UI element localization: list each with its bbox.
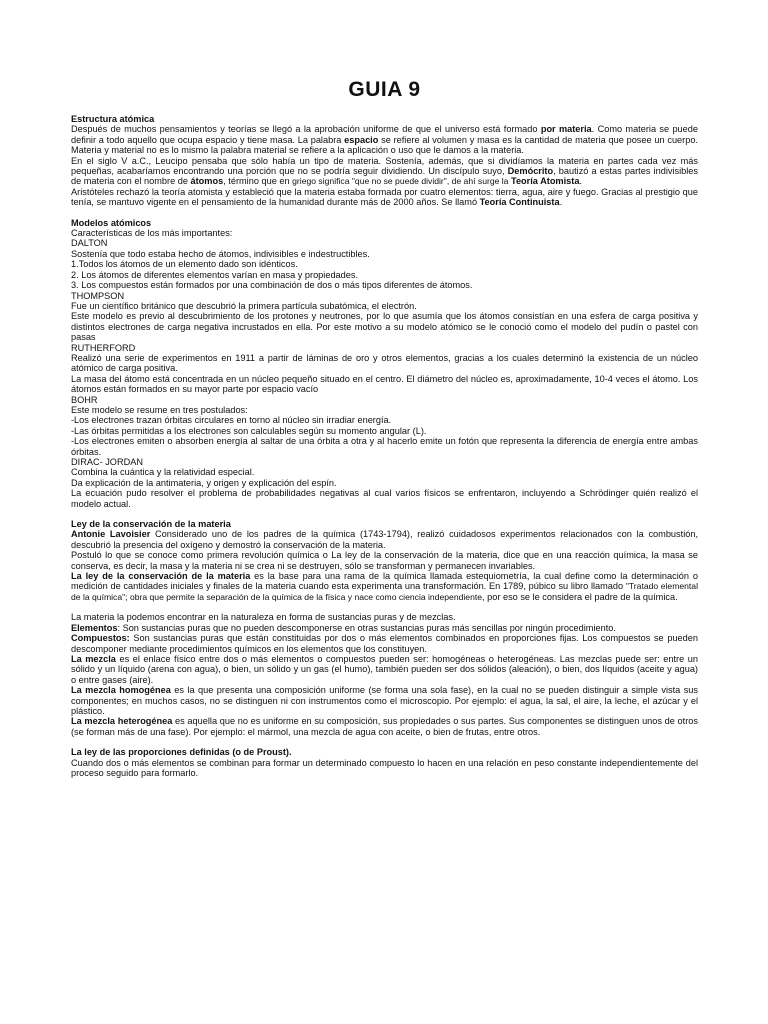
text-line: THOMPSON <box>71 290 125 301</box>
text-line: 2. Los átomos de diferentes elementos varían en masa y propiedades. <box>71 269 359 280</box>
paragraph: La mezcla homogénea es la que presenta una composición uniforme (se forma una sola fase), en la cual no se pueden distinguir a simple vista sus componentes; en muchos casos, no se distinguen ni con instrumentos como el microscopio. Por ejemplo: el agua, la sal, el aire, la leche, el azúcar y el plástico. <box>71 685 698 716</box>
paragraph: Elementos: Son sustancias puras que no pueden descomponerse en otras sustancias puras más sencillas por ningún procedimiento. <box>71 622 616 633</box>
text-line: Da explicación de la antimateria, y origen y explicación del espín. <box>71 477 337 488</box>
text-line: 3. Los compuestos están formados por una combinación de dos o más tipos diferentes de átomos. <box>71 280 473 291</box>
text-line: 1.Todos los átomos de un elemento dado son idénticos. <box>71 259 298 270</box>
text-line: Realizó una serie de experimentos en 1911 a partir de láminas de oro y otros elementos, gracias a los cuales determinó la existencia de un núcleo atómico de carga positiva. <box>71 352 698 374</box>
text-line: DIRAC- JORDAN <box>71 457 143 467</box>
paragraph: La mezcla es el enlace físico entre dos o más elementos o compuestos pueden ser: homogéneas o heterogéneas. Las mezclas puede ser: entre un sólido y un líquido (arena con agua), o bien, un sólido y un gas (el humo), también pueden ser dos sólidos (aleación), o bien, dos líquidos (aceite y agua) o entre gases (aire). <box>71 653 698 685</box>
paragraph: Aristóteles rechazó la teoría atomista y estableció que la materia estaba formada por cuatro elementos: tierra, agua, aire y fuego. Gracias al prestigio que tenía, se mantuvo vigente en el pensamiento de la humanidad durante más de 2000 años. Se llamó Teoría Continuista. <box>71 186 698 208</box>
paragraph: La mezcla heterogénea es aquella que no es uniforme en su composición, sus propiedades o sus partes. Sus componentes se distinguen unos de otros (se forman más de una fase). Por ejemplo: el mármol, una mezcla de agua con aceite, o bien de frutas, entre otros. <box>71 716 698 737</box>
section-heading-proust: La ley de las proporciones definidas (o de Proust). <box>71 747 292 758</box>
paragraph: En el siglo V a.C., Leucipo pensaba que sólo había un tipo de materia. Sostenía, además, que si dividíamos la materia en partes cada vez más pequeñas, acabaríamos encontrando una porción que no se podría seguir dividiendo. Un discípulo suyo, Demócrito, bautizó a estas partes indivisibles de materia con el nombre de átomos, término que en griego significa "que no se puede dividir", de ahí surge la Teoría Atomista. <box>71 155 698 187</box>
paragraph: La ley de la conservación de la materia es la base para una rama de la química llamada estequiometría, la cual define como la determinación o medición de cantidades iniciales y finales de la materia cuando esta experimenta una transformación. En 1789, púbico su libro llamado "Tratado elemental de la química"; obra que permite la separación de la química de la física y nace como ciencia independiente, por eso se le considera el padre de la química. <box>71 571 698 602</box>
section-heading-conservacion: Ley de la conservación de la materia <box>71 519 231 530</box>
paragraph: Compuestos: Son sustancias puras que están constituidas por dos o más elementos combinados en proporciones fijas. Los compuestos se pueden descomponer mediante procedimientos químicos en los elementos que los constituyen. <box>71 633 698 654</box>
text-line: Este modelo se resume en tres postulados: <box>71 404 248 415</box>
text-line: La ecuación pudo resolver el problema de probabilidades negativas al cual varios físicos se enfrentaron, incluyendo a Schrödinger quién realizó el modelo actual. <box>71 488 698 509</box>
section-heading-estructura: Estructura atómica <box>71 114 155 124</box>
paragraph: Postuló lo que se conoce como primera revolución química o La ley de la conservación de la materia, dice que en una reacción química, la masa se conserva, es decir, la masa y la materia ni se crea ni se destruyen, sólo se transforman y permanecen invariables. <box>71 550 698 571</box>
text-line: -Los electrones emiten o absorben energía al saltar de una órbita a otra y al hacerlo emite un fotón que representa la diferencia de energía entre ambas órbitas. <box>71 436 698 457</box>
text-line: Fue un científico británico que descubrió la primera partícula subatómica, el electrón. <box>71 300 417 311</box>
text-line: Sostenía que todo estaba hecho de átomos, indivisibles e indestructibles. <box>71 248 370 259</box>
text-line: Características de los más importantes: <box>71 228 233 239</box>
paragraph: Antonie Lavoisier Considerado uno de los padres de la química (1743-1794), realizó cuidadosos experimentos relacionados con la combustión, descubrió la presencia del oxígeno y demostró la conservación de la materia. <box>71 529 699 550</box>
paragraph: La materia la podemos encontrar en la naturaleza en forma de sustancias puras y de mezclas. <box>71 612 456 623</box>
section-heading-modelos: Modelos atómicos <box>71 217 152 228</box>
document-page <box>71 78 698 778</box>
text-line: BOHR <box>71 394 98 405</box>
paragraph: Después de muchos pensamientos y teorías se llegó a la aprobación uniforme de que el universo está formado por materia. Como materia se puede definir a todo aquello que ocupa espacio y tiene masa. La palabra espacio se refiere al volumen y masa es la cantidad de materia que posee un cuerpo. Materia y material no es lo mismo la palabra material se refiere a la aplicación o uso que le damos a la materia. <box>71 124 698 156</box>
text-line: La masa del átomo está concentrada en un núcleo pequeño situado en el centro. El diámetro del núcleo es, aproximadamente, 10-4 veces el átomo. Los átomos están formados en su mayor parte por espacio vacío <box>71 373 698 395</box>
paragraph: Cuando dos o más elementos se combinan para formar un determinado compuesto lo hacen en una relación en peso constante independientemente del proceso seguido para formarlo. <box>71 757 698 778</box>
text-line: -Los electrones trazan órbitas circulares en torno al núcleo sin irradiar energía. <box>71 415 392 426</box>
text-line: DALTON <box>71 238 108 249</box>
text-line: Combina la cuántica y la relatividad especial. <box>71 467 255 478</box>
text-line: Este modelo es previo al descubrimiento de los protones y neutrones, por lo que asumía que los átomos consistían en una esfera de carga positiva y distintos electrones de carga negativa incrustados en ella. Por este motivo a su modelo atómico se le conoció como el modelo del pudín o pastel con pasas <box>71 311 698 343</box>
text-line: RUTHERFORD <box>71 342 136 353</box>
page-title: GUIA 9 <box>348 78 421 101</box>
models-list <box>71 228 698 509</box>
text-line: -Las órbitas permitidas a los electrones son calculables según su momento angular (L). <box>71 425 427 436</box>
